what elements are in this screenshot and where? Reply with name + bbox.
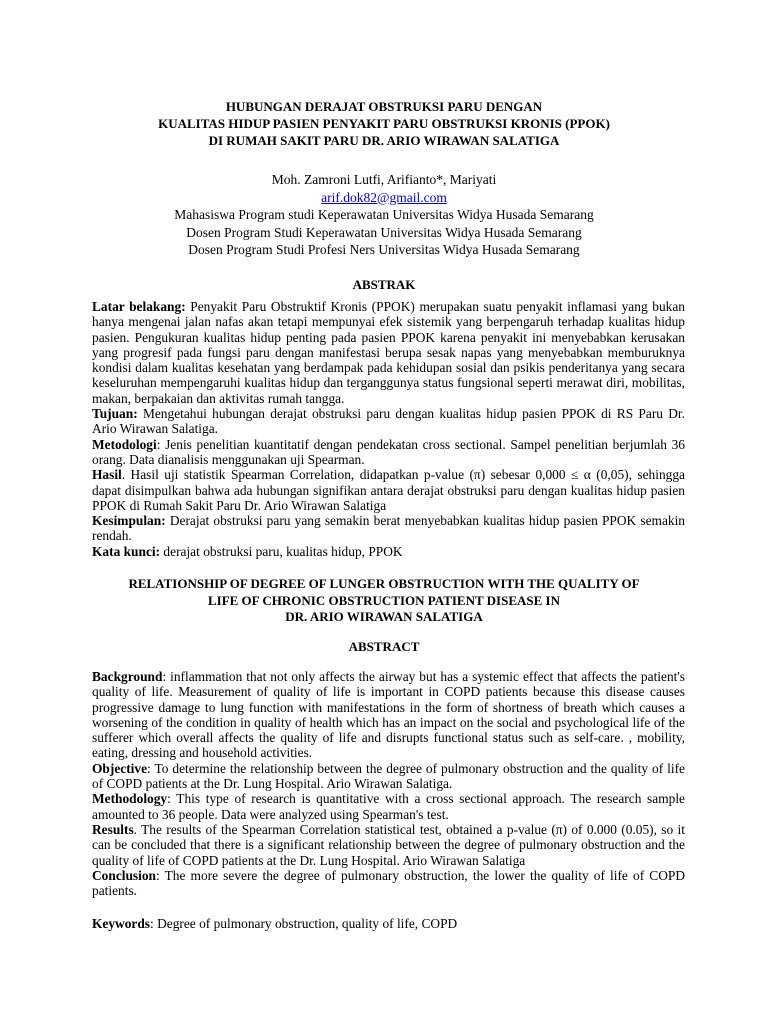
abstrak-kesimpulan [92, 513, 685, 544]
abstrak-metodologi [92, 437, 685, 468]
title-en-line-2: LIFE OF CHRONIC OBSTRUCTION PATIENT DISEASE IN [207, 592, 561, 608]
results-label: Results [92, 821, 134, 837]
paper-title-en [0, 576, 768, 626]
author-affiliation-1: Mahasiswa Program studi Keperawatan Universitas Widya Husada Semarang [174, 207, 594, 222]
tujuan-text: Mengetahui hubungan derajat obstruksi paru dengan kualitas hidup pasien PPOK di RS Paru Dr. Ario Wirawan Salatiga. [92, 406, 685, 437]
abstrak-kata-kunci [92, 544, 685, 559]
results-text: . The results of the Spearman Correlation statistical test, obtained a p-value (π) of 0.000 (0.05), so it can be concluded that there is a significant relationship between the degree of pulmonary obstruction and the quality of life of COPD patients at the Dr. Lung Hospital. Ario Wirawan Salatiga [92, 821, 685, 868]
background-text: : inflammation that not only affects the airway but has a systemic effect that affects the patient's quality of life. Measurement of quality of life is important in COPD patients because this disease causes progressive damage to lung function with manifestations in the form of shortness of breath which causes a worsening of the condition in quality of health which has an impact on the social and psychological life of the sufferer which overall affects the quality of life and disrupts functional status such as self-care. , mobility, eating, dressing and household activities. [92, 669, 685, 761]
objective-text: : To determine the relationship between the degree of pulmonary obstruction and the quality of life of COPD patients at the Dr. Lung Hospital. Ario Wirawan Salatiga. [92, 760, 685, 792]
keywords-line [92, 916, 685, 931]
conclusion-label: Conclusion [92, 867, 156, 883]
abstract-conclusion [92, 868, 685, 899]
hasil-text: . Hasil uji statistik Spearman Correlation, didapatkan p-value (π) sebesar 0,000 ≤ α (0,05), sehingga dapat disimpulkan bahwa ada hubungan signifikan antara derajat obstruksi paru dengan kualitas hidup pasien PPOK di Rumah Sakit Paru Dr. Ario Wirawan Salatiga [92, 467, 685, 513]
metodologi-text: : Jenis penelitian kuantitatif dengan pendekatan cross sectional. Sampel penelitian berjumlah 36 orang. Data dianalisis menggunakan uji Spearman. [92, 436, 685, 467]
metodologi-label: Metodologi [92, 436, 157, 452]
background-label: Background [92, 669, 163, 684]
title-en-line-1: RELATIONSHIP OF DEGREE OF LUNGER OBSTRUCTION WITH THE QUALITY OF [128, 576, 640, 591]
hasil-label: Hasil [92, 467, 122, 483]
latar-belakang-text: Penyakit Paru Obstruktif Kronis (PPOK) merupakan suatu penyakit inflamasi yang bukan hanya mengenai jalan nafas akan tetapi mempunyai efek sistemik yang berpengaruh terhadap kualitas hidup pasien. Pengukuran kualitas hidup penting pada pasien PPOK karena penyakit ini menyebabkan kerusakan yang progresif pada fungsi paru dengan manifestasi berupa sesak napas yang menyebabkan memburuknya kondisi dalam kualitas kesehatan yang berdampak pada kehidupan sosial dan psikis penderitanya yang secara keseluruhan mempengaruhi kualitas hidup dan terganggunya status fungsional seperti merawat diri, mobilitas, makan, berpakaian dan aktivitas rumah tangga. [92, 299, 685, 406]
author-names: Moh. Zamroni Lutfi, Arifianto*, Mariyati [271, 172, 497, 187]
kesimpulan-label: Kesimpulan: [92, 513, 166, 529]
author-affiliation-3: Dosen Program Studi Profesi Ners Universitas Widya Husada Semarang [188, 242, 580, 257]
title-id-line-1: HUBUNGAN DERAJAT OBSTRUKSI PARU DENGAN [225, 99, 543, 114]
abstrak-tujuan [92, 406, 685, 437]
author-block [0, 171, 768, 259]
kata-kunci-text: derajat obstruksi paru, kualitas hidup, PPOK [160, 543, 403, 559]
kata-kunci-label: Kata kunci: [92, 543, 161, 559]
abstract-body [92, 669, 685, 898]
abstract-background [92, 669, 685, 761]
methodology-label: Methodology [92, 791, 168, 807]
keywords-text: : Degree of pulmonary obstruction, quality of life, COPD [150, 916, 458, 931]
abstrak-body [92, 299, 685, 559]
latar-belakang-label: Latar belakang: [92, 299, 186, 314]
author-affiliation-2: Dosen Program Studi Keperawatan Universitas Widya Husada Semarang [186, 224, 582, 240]
keywords-label: Keywords [92, 916, 151, 931]
abstrak-heading: ABSTRAK [352, 277, 416, 292]
title-id-line-3: DI RUMAH SAKIT PARU DR. ARIO WIRAWAN SALATIGA [208, 133, 560, 148]
title-en-line-3: DR. ARIO WIRAWAN SALATIGA [285, 609, 483, 624]
kesimpulan-text: Derajat obstruksi paru yang semakin berat menyebabkan kualitas hidup pasien PPOK semakin rendah. [92, 513, 685, 544]
abstract-objective [92, 761, 685, 792]
conclusion-text: : The more severe the degree of pulmonary obstruction, the lower the quality of life of COPD patients. [92, 867, 685, 899]
methodology-text: : This type of research is quantitative with a cross sectional approach. The research sample amounted to 36 people. Data were analyzed using Spearman's test. [92, 791, 685, 822]
paper-title-id [0, 98, 768, 149]
author-email-link[interactable]: arif.dok82@gmail.com [321, 189, 447, 205]
abstrak-hasil [92, 467, 685, 513]
title-id-line-2: KUALITAS HIDUP PASIEN PENYAKIT PARU OBSTRUKSI KRONIS (PPOK) [158, 116, 610, 131]
abstract-keywords [92, 916, 685, 931]
objective-label: Objective [92, 760, 148, 776]
abstract-methodology [92, 791, 685, 822]
abstrak-latar-belakang [92, 299, 685, 406]
abstract-results [92, 822, 685, 868]
tujuan-label: Tujuan: [92, 406, 138, 422]
abstract-heading: ABSTRACT [348, 639, 420, 654]
